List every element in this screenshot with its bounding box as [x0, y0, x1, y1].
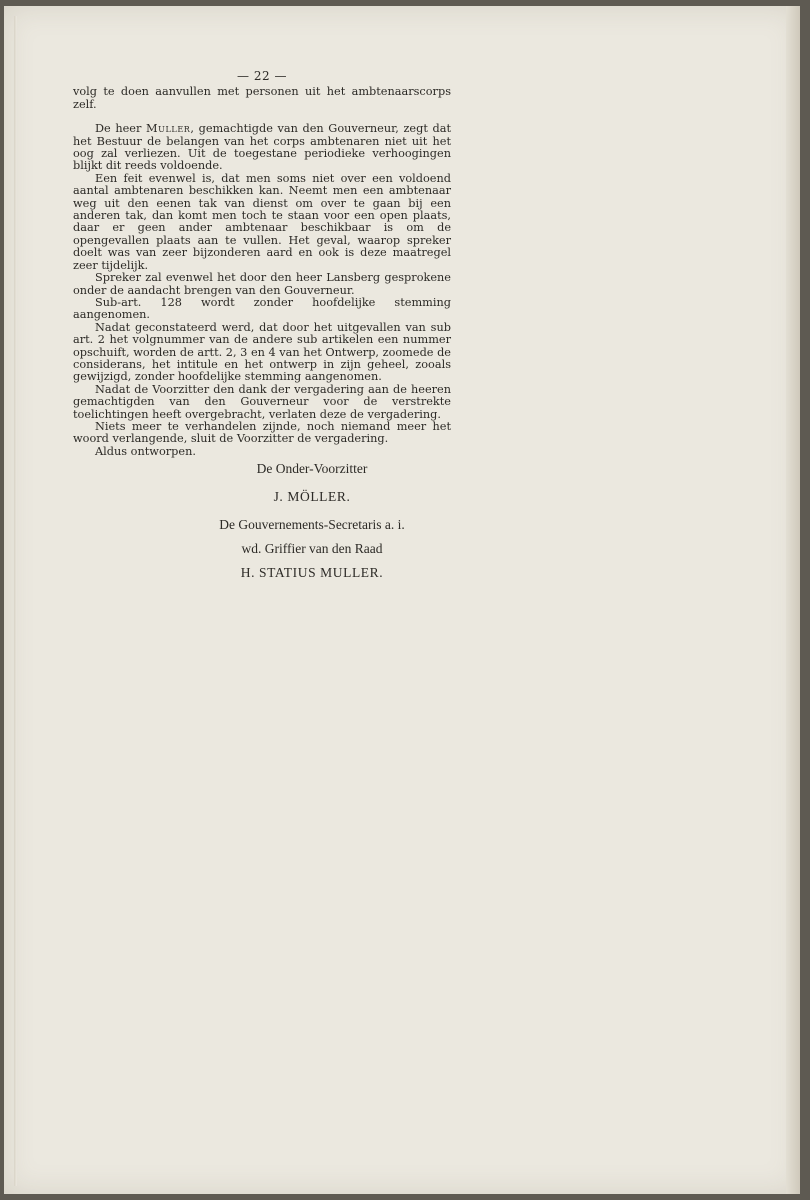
- page-fold-shadow: [14, 16, 17, 1186]
- signature-role-griffier: wd. Griffier van den Raad: [241, 541, 383, 557]
- speaker-name-muller: Muller: [146, 122, 191, 136]
- paragraph-spreker: Spreker zal evenwel het door den heer Lansberg gesprokene onder de aandacht brengen van den Gouverneur.: [73, 271, 451, 297]
- page-edge: [786, 6, 800, 1194]
- signature-name-statius-muller: H. STATIUS MULLER.: [240, 565, 384, 581]
- paragraph-sub-art: Sub-art. 128 wordt zonder hoofdelijke stemming aangenomen.: [73, 295, 451, 322]
- paragraph-feit: Een feit evenwel is, dat men soms niet over een voldoend aantal ambtenaren beschikken kan. Neemt men een ambtenaar weg uit den eenen tak van dienst om over te gaan bij een anderen tak, dan komt men toch te staan voor een open plaats, daar er geen ander ambtenaar beschikbaar is om de opengevallen plaats aan te vullen. Het geval, waarop spreker doelt was van zeer bijzonderen aard en ook is deze maatregel zeer tijdelijk.: [73, 171, 451, 272]
- paragraph-muller: [73, 123, 451, 173]
- signature-role-secretaris: De Gouvernements-Secretaris a. i.: [219, 517, 405, 533]
- paragraph-niets-meer: Niets meer te verhandelen zijnde, noch niemand meer het woord verlangende, sluit de Voorzitter de vergadering.: [73, 419, 451, 446]
- paragraph-aldus: Aldus ontworpen.: [95, 444, 196, 458]
- signature-name-moller: J. MÖLLER.: [273, 489, 351, 505]
- paragraph-continuation: volg te doen aanvullen met personen uit het ambtenaarscorps zelf.: [73, 85, 451, 111]
- body-text: [73, 70, 451, 580]
- document-page: [4, 6, 800, 1194]
- paragraph-muller-text: , gemachtigde van den Gouverneur, zegt dat het Bestuur de belangen van het corps ambtenaren niet uit het oog zal verliezen. Uit de toegestane periodieke verhoogingen blijkt dit reeds voldoende.: [73, 122, 451, 173]
- paragraph-voorzitter-dank: Nadat de Voorzitter den dank der vergadering aan de heeren gemachtigden van den Gouverneur voor de verstrekte toelichtingen heeft overgebracht, verlaten deze de vergadering.: [73, 382, 451, 421]
- paragraph-geconstateerd: Nadat geconstateerd werd, dat door het uitgevallen van sub art. 2 het volgnummer van de andere sub artikelen een nummer opschuift, worden de artt. 2, 3 en 4 van het Ontwerp, zoomede de considerans, het intitule en het ontwerp in zijn geheel, zooals gewijzigd, zonder hoofdelijke stemming aangenomen.: [73, 320, 451, 384]
- page-number: — 22 —: [237, 69, 287, 83]
- paragraph-muller-lead: De heer: [95, 122, 142, 136]
- signature-role-onder-voorzitter: De Onder-Voorzitter: [256, 461, 368, 477]
